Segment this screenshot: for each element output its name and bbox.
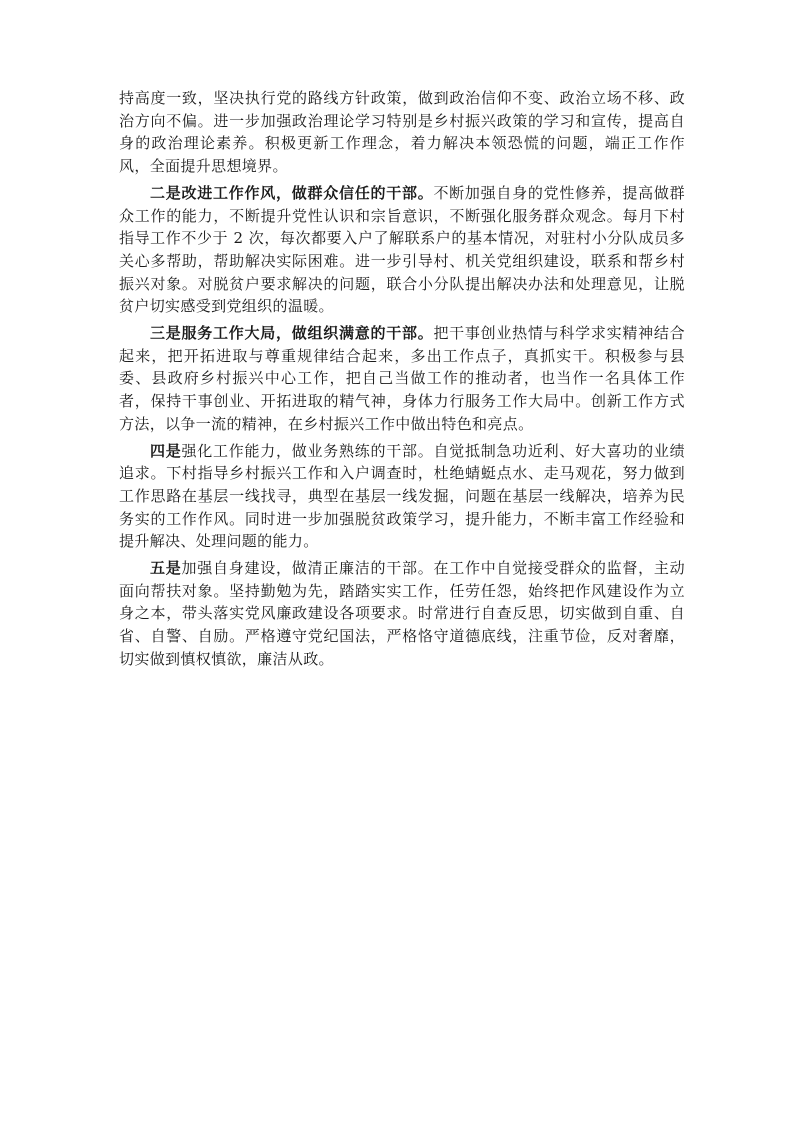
paragraph-lead: 三是服务工作大局，做组织满意的干部。 xyxy=(150,324,434,343)
paragraph-lead: 四是 xyxy=(150,441,182,460)
paragraph-lead: 二是改进工作作风，做群众信任的干部。 xyxy=(150,183,434,202)
paragraph-text: 把干事创业热情与科学求实精神结合起来，把开拓进取与尊重规律结合起来，多出工作点子，真抓实干。积极参与县委、县政府乡村振兴中心工作，把自己当做工作的推动者，也当作一名具体工作者，保持干事创业、开拓进取的精气神，身体力行服务工作大局中。创新工作方式方法，以争一流的精神，在乡村振兴工作中做出特色和亮点。 xyxy=(119,324,685,433)
document-page xyxy=(119,87,685,675)
paragraph-text: 加强自身建设，做清正廉洁的干部。在工作中自觉接受群众的监督，主动面向帮扶对象。坚持勤勉为先，踏踏实实工作，任劳任怨，始终把作风建设作为立身之本，带头落实党风廉政建设各项要求。时常进行自查反思，切实做到自重、自省、自警、自励。严格遵守党纪国法，严格恪守道德底线，注重节俭，反对奢靡，切实做到慎权慎欲，廉洁从政。 xyxy=(119,559,686,668)
paragraph-point-two xyxy=(119,182,685,318)
paragraph-continuation xyxy=(119,87,685,178)
paragraph-text: 持高度一致，坚决执行党的路线方针政策，做到政治信仰不变、政治立场不移、政治方向不偏。进一步加强政治理论学习特别是乡村振兴政策的学习和宣传，提高自身的政治理论素养。积极更新工作理念，着力解决本领恐慌的问题，端正工作作风，全面提升思想境界。 xyxy=(119,89,685,176)
paragraph-lead: 五是 xyxy=(150,559,182,578)
paragraph-text: 不断加强自身的党性修养，提高做群众工作的能力，不断提升党性认识和宗旨意识，不断强化服务群众观念。每月下村指导工作不少于 2 次，每次都要入户了解联系户的基本情况，对驻村小分队成员多关心多帮助，帮助解决实际困难。进一步引导村、机关党组织建设，联系和帮乡村振兴对象。对脱贫户要求解决的问题，联合小分队提出解决办法和处理意见，让脱贫户切实感受到党组织的温暖。 xyxy=(119,183,685,316)
paragraph-point-three xyxy=(119,322,685,436)
paragraph-text: 强化工作能力，做业务熟练的干部。自觉抵制急功近利、好大喜功的业绩追求。下村指导乡村振兴工作和入户调查时，杜绝蜻蜓点水、走马观花，努力做到工作思路在基层一线找寻，典型在基层一线发掘，问题在基层一线解决，培养为民务实的工作作风。同时进一步加强脱贫政策学习，提升能力，不断丰富工作经验和提升解决、处理问题的能力。 xyxy=(119,441,686,551)
paragraph-point-four xyxy=(119,440,685,554)
paragraph-point-five xyxy=(119,557,685,671)
